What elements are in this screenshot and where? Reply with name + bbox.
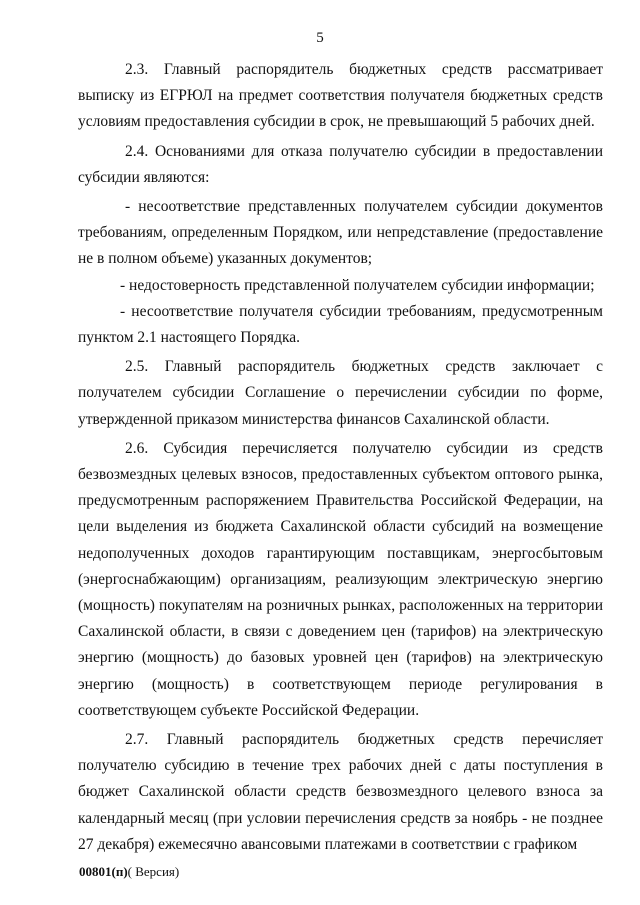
paragraph-2-3: 2.3. Главный распорядитель бюджетных средств рассматривает выписку из ЕГРЮЛ на предмет соответствия получателя бюджетных средств условиям предоставления субсидии в срок, не превышающий 5 рабочих дней. [78, 61, 603, 131]
paragraph-2-4: 2.4. Основаниями для отказа получателю субсидии в предоставлении субсидии являются: [78, 142, 603, 186]
paragraph-2-6: 2.6. Субсидия перечисляется получателю субсидии из средств безвозмездных целевых взносов, предоставленных субъектом оптового рынка, предусмотренным распоряжением Правительства Российской Федерации, на цели выделения из бюджета Сахалинской области субсидий на возмещение недополученных доходов гарантирующим поставщикам, энергосбытовым (энергоснабжающим) организациям, реализующим электрическую энергию (мощность) покупателям на розничных рынках, расположенных на территории Сахалинской области, в связи с доведением цен (тарифов) на электрическую энергию (мощность) до базовых уровней цен (тарифов) на электрическую энергию (мощность) в соответствующем периоде регулирования в соответствующем субъекте Российской Федерации. [78, 439, 603, 719]
footer-code-text: 00801(п) [79, 864, 128, 879]
paragraph-2-7: 2.7. Главный распорядитель бюджетных средств перечисляет получателю субсидию в течение трех рабочих дней с даты поступления в бюджет Сахалинской области средств безвозмездного целевого взноса за календарный месяц (при условии перечисления средств за ноябрь - не позднее 27 декабря) ежемесячно авансовыми платежами в соответствии с графиком [78, 731, 603, 853]
list-item-information: - недостоверность представленной получателем субсидии информации; [120, 276, 595, 294]
page-number: 5 [316, 30, 324, 46]
document-body [78, 57, 603, 858]
list-item-requirements: - несоответствие получателя субсидии требованиям, предусмотренным пунктом 2.1 настоящего Порядка. [78, 302, 603, 347]
list-item-documents: - несоответствие представленных получателем субсидии документов требованиям, определенным Порядком, или непредставление (предоставление не в полном объеме) указанных документов; [78, 198, 603, 268]
paragraph-2-5: 2.5. Главный распорядитель бюджетных средств заключает с получателем субсидии Соглашение о перечислении субсидии по форме, утвержденной приказом министерства финансов Сахалинской области. [78, 358, 603, 428]
footer-version: ( Версия) [127, 864, 180, 879]
footer-code [79, 864, 179, 880]
